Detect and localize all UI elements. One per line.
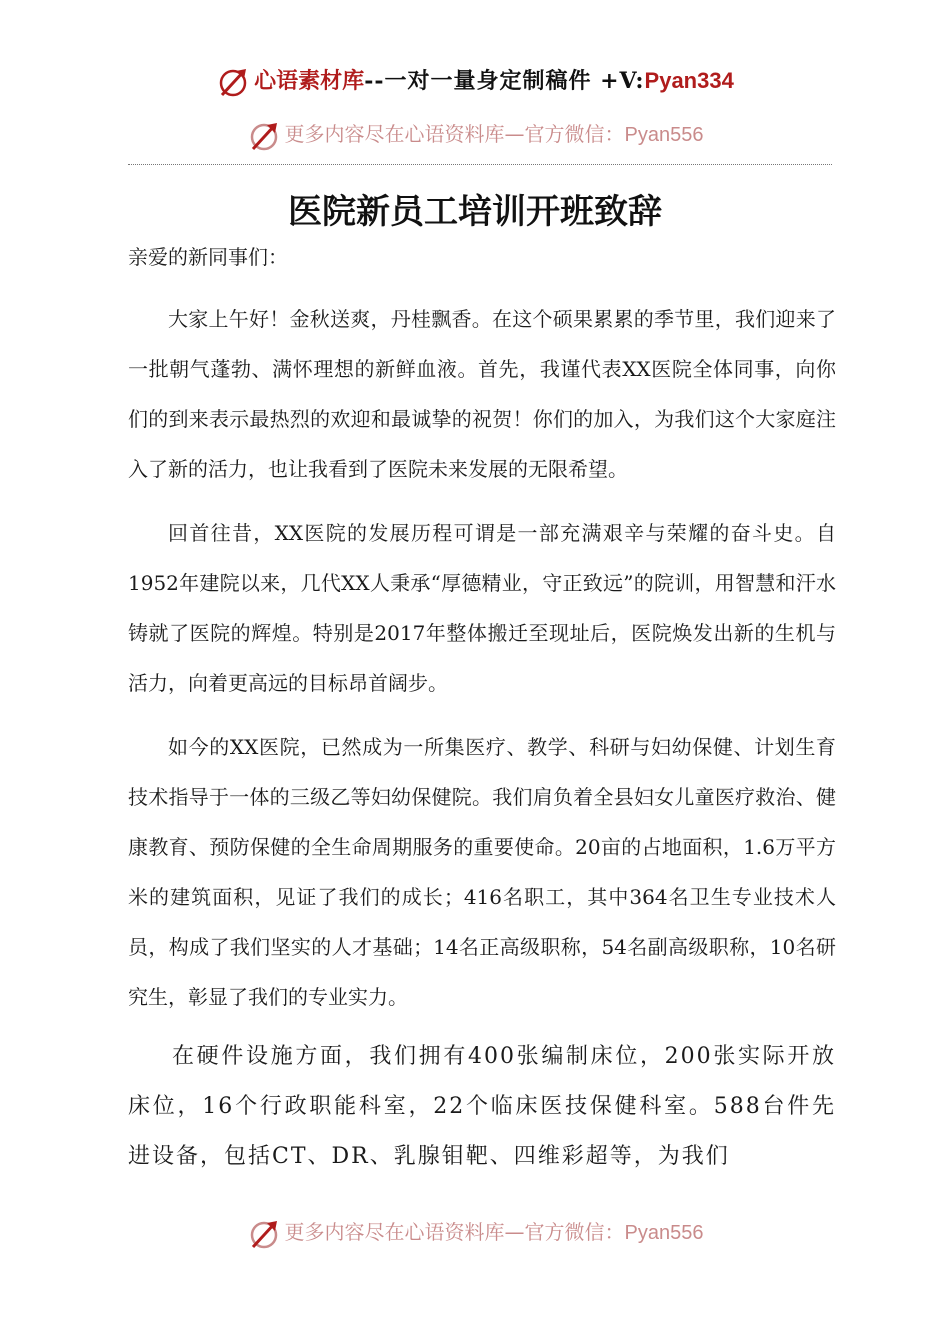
quill-logo-icon (247, 1217, 281, 1251)
document-body (128, 238, 836, 1182)
header-watermark (0, 118, 950, 153)
paragraph-welcome: 大家上午好！金秋送爽，丹桂飘香。在这个硕果累累的季节里，我们迎来了一批朝气蓬勃、满怀理想的新鲜血液。首先，我谨代表XX医院全体同事，向你们的到来表示最热烈的欢迎和最诚挚的祝贺！你们的加入，为我们这个大家庭注入了新的活力，也让我看到了医院未来发展的无限希望。 (128, 307, 836, 481)
paragraph-history: 回首往昔，XX医院的发展历程可谓是一部充满艰辛与荣耀的奋斗史。自1952年建院以来，几代XX人秉承“厚德精业，守正致远”的院训，用智慧和汗水铸就了医院的辉煌。特别是2017年整体搬迁至现址后，医院焕发出新的生机与活力，向着更高远的目标昂首阔步。 (128, 521, 836, 695)
brand-name: 心语素材库 (254, 69, 365, 94)
footer-watermark-id: Pyan556 (624, 1222, 704, 1244)
paragraph-facilities: 在硬件设施方面，我们拥有400张编制床位，200张实际开放床位，16个行政职能科室，22个临床医技保健科室。588台件先进设备，包括CT、DR、乳腺钼靶、四维彩超等，为我们 (128, 1044, 836, 1169)
paragraph-overview: 如今的XX医院，已然成为一所集医疗、教学、科研与妇幼保健、计划生育技术指导于一体的三级乙等妇幼保健院。我们肩负着全县妇女儿童医疗救治、健康教育、预防保健的全生命周期服务的重要使命。20亩的占地面积，1.6万平方米的建筑面积，见证了我们的成长；416名职工，其中364名卫生专业技术人员，构成了我们坚实的人才基础；14名正高级职称，54名副高级职称，10名研究生，彰显了我们的专业实力。 (128, 735, 836, 1009)
greeting: 亲爱的新同事们： (128, 245, 288, 269)
header-divider (128, 164, 832, 165)
header-slogan: --一对一量身定制稿件 +V: (364, 68, 645, 94)
footer-watermark-text: 更多内容尽在心语资料库—官方微信： (284, 1220, 625, 1244)
header-watermark-id: Pyan556 (624, 124, 704, 146)
document-title: 医院新员工培训开班致辞 (288, 192, 662, 232)
header-watermark-text: 更多内容尽在心语资料库—官方微信： (284, 122, 625, 146)
quill-logo-icon (247, 119, 281, 153)
footer-watermark (0, 1216, 950, 1251)
header-banner (0, 64, 950, 99)
quill-logo-icon (216, 65, 250, 99)
header-wechat-id: Pyan334 (644, 68, 734, 93)
